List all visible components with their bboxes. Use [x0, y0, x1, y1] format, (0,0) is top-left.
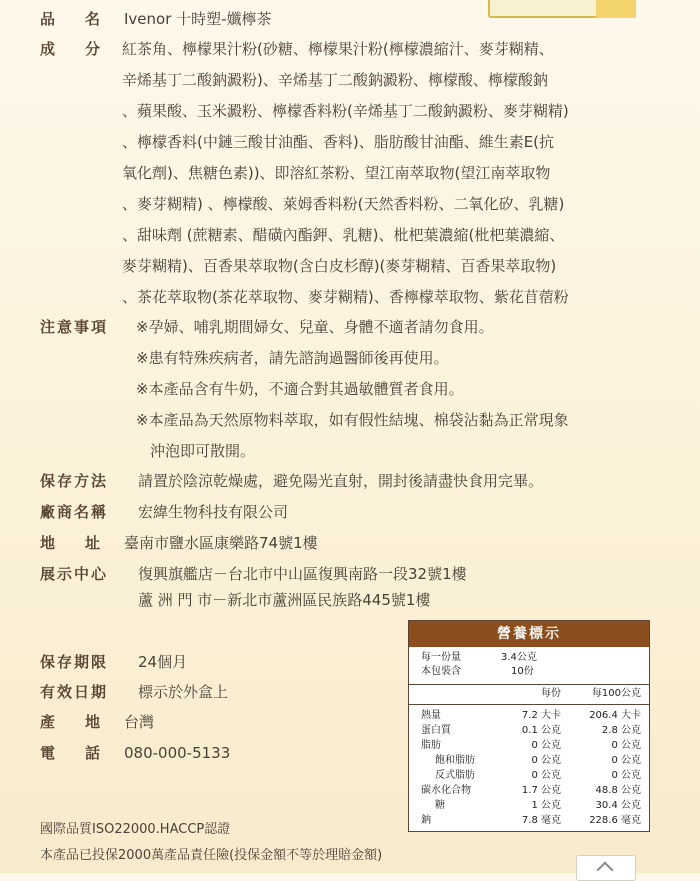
- nutrient-per-serving: 1 公克: [531, 800, 561, 811]
- ingredients-line: 、茶花萃取物(茶花萃取物、麥芽糊精)、香檸檬萃取物、紫花苜蓿粉: [122, 288, 569, 306]
- nutrition-row: [409, 769, 649, 783]
- nutrition-col1-header: 每份: [541, 688, 561, 699]
- per-pack-label: 本包裝含: [421, 666, 461, 677]
- ingredients-line: 麥芽糊精)、百香果萃取物(含白皮杉醇)(麥芽糊精、百香果萃取物): [122, 257, 557, 275]
- expiry-label: 有效日期: [40, 683, 109, 701]
- note-item: ※本產品為天然原物料萃取，如有假性結塊、棉袋沾黏為正常現象: [136, 411, 569, 429]
- nutrition-row: [409, 799, 649, 813]
- nutrition-row: [409, 814, 649, 828]
- nutrition-row: [409, 724, 649, 738]
- per-pack-value: 10份: [511, 666, 534, 677]
- nutrition-divider-2: [409, 704, 649, 705]
- nutrient-per-serving: 7.2 大卡: [521, 710, 561, 721]
- showroom-line-1: 復興旗艦店－台北市中山區復興南路一段32號1樓: [138, 565, 467, 583]
- nutrient-name: 糖: [435, 800, 445, 811]
- nutrition-row: [409, 739, 649, 753]
- product-box-image: [488, 0, 602, 18]
- serving-row: [409, 651, 649, 665]
- nutrient-per-100g: 0 公克: [611, 770, 641, 781]
- ingredients-line: 、蘋果酸、玉米澱粉、檸檬香料粉(辛烯基丁二酸鈉澱粉、麥芽糊精): [122, 102, 569, 120]
- nutrient-per-100g: 206.4 大卡: [589, 710, 641, 721]
- nutrient-per-serving: 0 公克: [531, 740, 561, 751]
- note-item: ※孕婦、哺乳期間婦女、兒童、身體不適者請勿食用。: [136, 318, 494, 336]
- phone-value: 080-000-5133: [124, 744, 231, 762]
- nutrition-table: [408, 620, 650, 832]
- nutrient-name: 碳水化合物: [421, 785, 471, 796]
- nutrient-name: 熱量: [421, 710, 441, 721]
- nutrition-row: [409, 784, 649, 798]
- nutrient-name: 反式脂肪: [435, 770, 475, 781]
- nutrient-per-serving: 0 公克: [531, 770, 561, 781]
- insurance-text: 本產品已投保2000萬產品責任險(投保金額不等於理賠金額): [40, 848, 383, 863]
- nutrient-per-100g: 0 公克: [611, 740, 641, 751]
- ingredients-line: 辛烯基丁二酸鈉澱粉)、辛烯基丁二酸鈉澱粉、檸檬酸、檸檬酸鈉: [122, 71, 548, 89]
- manufacturer-label: 廠商名稱: [40, 503, 109, 521]
- shelf-life-label: 保存期限: [40, 653, 109, 671]
- note-item: 沖泡即可散開。: [150, 442, 256, 460]
- product-name-label: 品 名: [40, 10, 101, 28]
- ingredients-line: 氧化劑)、焦糖色素))、即溶紅茶粉、望江南萃取物(望江南萃取物: [122, 164, 551, 182]
- ingredients-line: 、甜味劑 (蔗糖素、醋磺內酯鉀、乳糖)、枇杷葉濃縮(枇杷葉濃縮、: [122, 226, 565, 244]
- ingredients-label: 成 分: [40, 40, 101, 58]
- nutrition-row: [409, 709, 649, 723]
- shelf-life-value: 24個月: [138, 653, 188, 671]
- serving-label: 每一份量: [421, 652, 461, 663]
- nutrient-per-serving: 1.7 公克: [521, 785, 561, 796]
- scroll-top-button[interactable]: [576, 855, 636, 881]
- chevron-up-icon: [597, 862, 614, 879]
- nutrient-per-serving: 0 公克: [531, 755, 561, 766]
- origin-label: 產 地: [40, 713, 101, 731]
- manufacturer-value: 宏緯生物科技有限公司: [138, 503, 289, 521]
- nutrition-title: 營養標示: [409, 621, 649, 647]
- nutrient-per-serving: 7.8 毫克: [521, 815, 561, 826]
- serving-value: 3.4公克: [501, 652, 537, 663]
- address-value: 臺南市鹽水區康樂路74號1樓: [124, 534, 318, 552]
- nutrition-header-row: [409, 687, 649, 701]
- nutrient-name: 蛋白質: [421, 725, 451, 736]
- nutrient-per-100g: 0 公克: [611, 755, 641, 766]
- ingredients-line: 、檸檬香料(中鏈三酸甘油酯、香料)、脂肪酸甘油酯、維生素E(抗: [122, 133, 555, 151]
- nutrient-name: 脂肪: [421, 740, 441, 751]
- notes-label: 注意事項: [40, 318, 109, 336]
- phone-label: 電 話: [40, 744, 101, 762]
- nutrition-divider-1: [409, 684, 649, 685]
- nutrient-per-100g: 228.6 毫克: [589, 815, 641, 826]
- note-item: ※患有特殊疾病者，請先諮詢過醫師後再使用。: [136, 349, 449, 367]
- per-pack-row: [409, 665, 649, 679]
- address-label: 地 址: [40, 534, 101, 552]
- note-item: ※本產品含有牛奶，不適合對其過敏體質者食用。: [136, 380, 464, 398]
- ingredients-line: 、麥芽糊精) 、檸檬酸、萊姆香料粉(天然香料粉、二氧化矽、乳糖): [122, 195, 565, 213]
- nutrient-name: 飽和脂肪: [435, 755, 475, 766]
- origin-value: 台灣: [124, 713, 155, 731]
- storage-label: 保存方法: [40, 472, 109, 490]
- ingredients-line: 紅茶角、檸檬果汁粉(砂糖、檸檬果汁粉(檸檬濃縮汁、麥芽糊精、: [122, 40, 554, 58]
- nutrient-per-100g: 30.4 公克: [595, 800, 641, 811]
- nutrition-row: [409, 754, 649, 768]
- showroom-line-2: 蘆 洲 門 市－新北市蘆洲區民族路445號1樓: [138, 591, 431, 609]
- product-box-image-side: [596, 0, 636, 18]
- expiry-value: 標示於外盒上: [138, 683, 229, 701]
- product-name-value: Ivenor 十時塑-孅檸茶: [124, 10, 272, 28]
- showroom-label: 展示中心: [40, 565, 109, 583]
- nutrient-per-100g: 48.8 公克: [595, 785, 641, 796]
- nutrient-name: 鈉: [421, 815, 431, 826]
- nutrition-col2-header: 每100公克: [591, 688, 641, 699]
- storage-value: 請置於陰涼乾燥處，避免陽光直射，開封後請盡快食用完畢。: [138, 472, 544, 490]
- nutrient-per-100g: 2.8 公克: [601, 725, 641, 736]
- certification-text: 國際品質ISO22000.HACCP認證: [40, 822, 231, 837]
- nutrient-per-serving: 0.1 公克: [521, 725, 561, 736]
